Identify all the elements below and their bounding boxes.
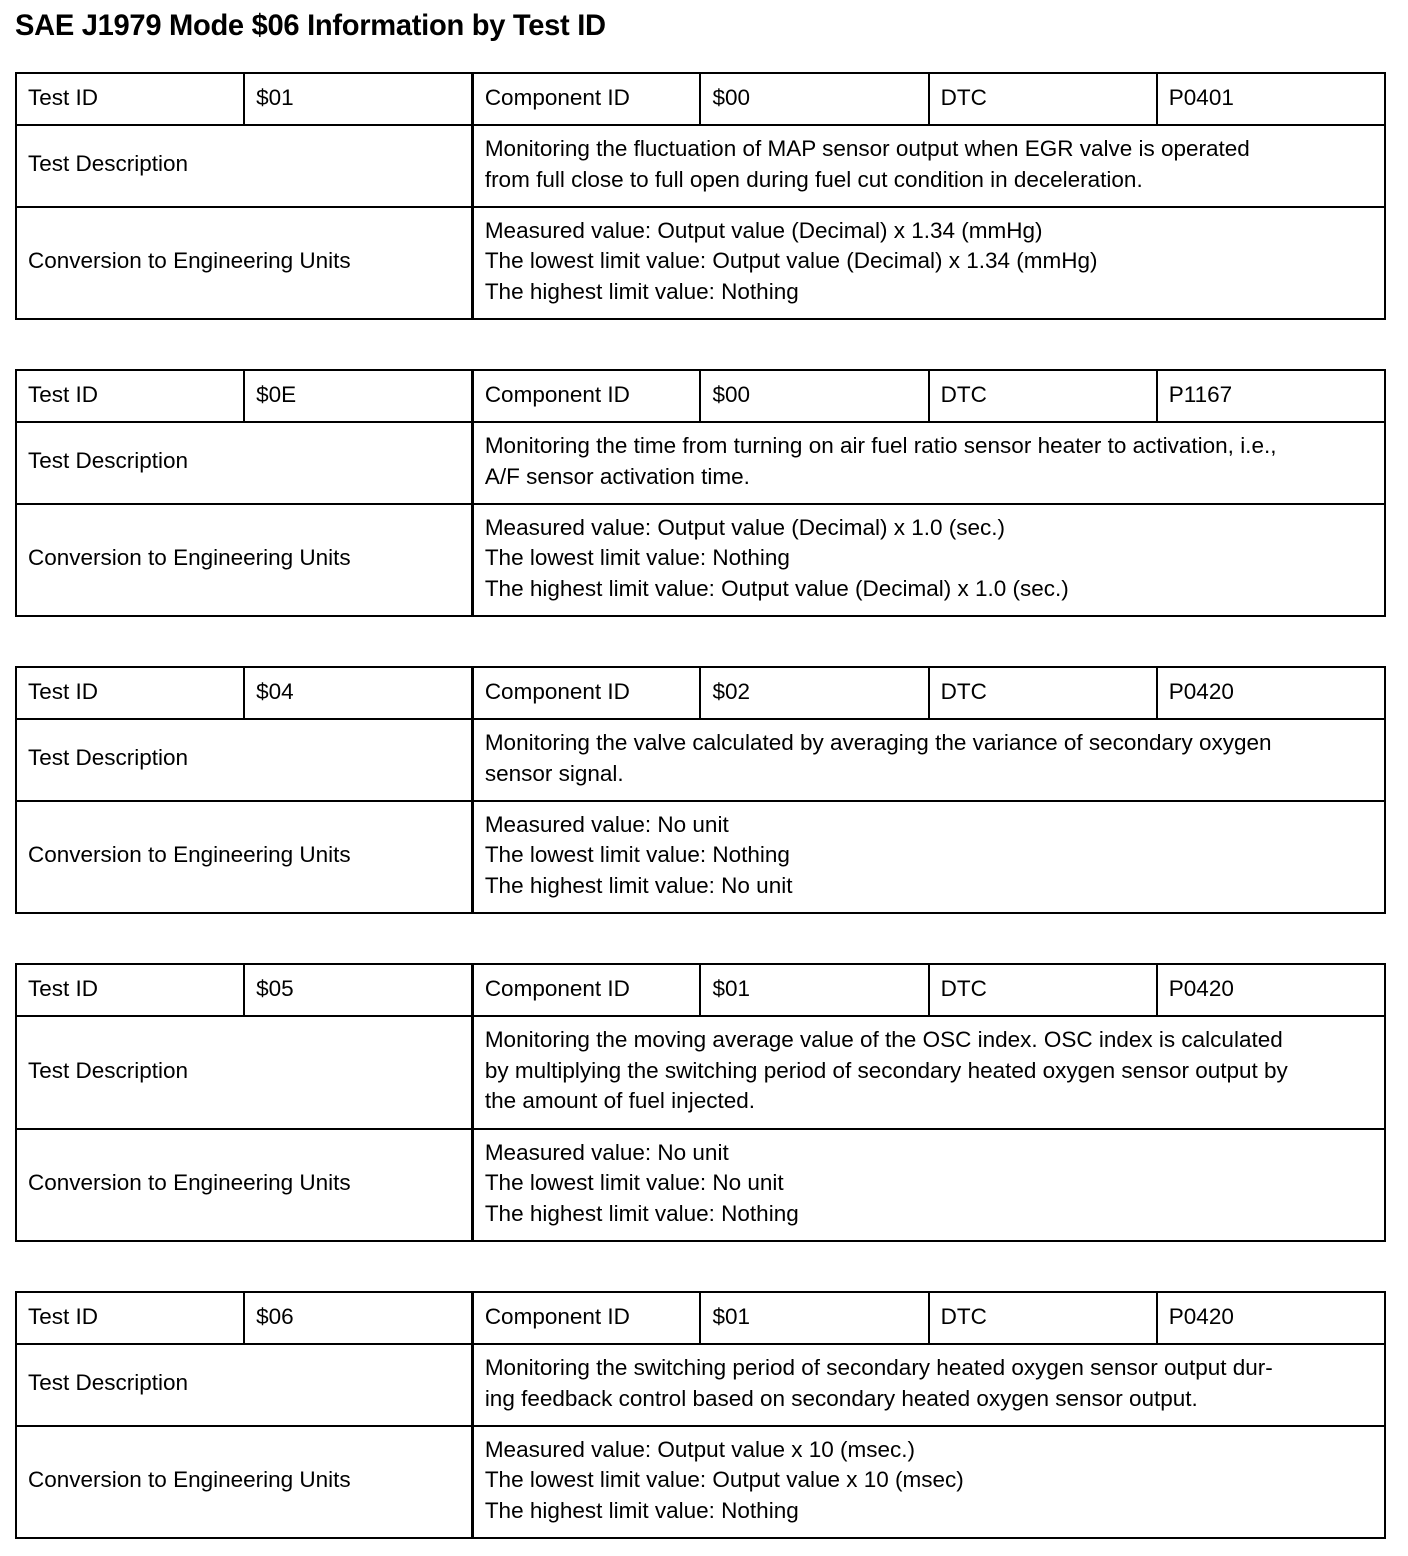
- description-row: [16, 1344, 1385, 1426]
- header-row: [16, 964, 1385, 1016]
- description-line: Monitoring the valve calculated by averaging the variance of secondary oxygen: [484, 730, 1272, 755]
- component-id-label: Component ID: [472, 370, 700, 422]
- conversion-row: [16, 801, 1385, 913]
- highest-limit-line: The highest limit value: Output value (Decimal) x 1.0 (sec.): [484, 575, 1069, 601]
- test-description-label: Test Description: [16, 125, 472, 207]
- test-id-label: Test ID: [16, 370, 244, 422]
- dtc-label: DTC: [929, 1292, 1157, 1344]
- test-id-value: $0E: [244, 370, 472, 422]
- lowest-limit-line: The lowest limit value: Output value (Decimal) x 1.34 (mmHg): [484, 248, 1098, 274]
- dtc-label: DTC: [929, 667, 1157, 719]
- description-line: A/F sensor activation time.: [484, 463, 750, 489]
- measured-value-line: Measured value: No unit: [484, 811, 729, 837]
- description-line: from full close to full open during fuel cut condition in deceleration.: [484, 166, 1143, 192]
- test-table: [15, 963, 1386, 1242]
- test-id-label: Test ID: [16, 73, 244, 125]
- conversion-row: [16, 1129, 1385, 1241]
- description-line: Monitoring the time from turning on air fuel ratio sensor heater to activation, i.e.,: [484, 433, 1277, 458]
- description-row: [16, 719, 1385, 801]
- test-id-label: Test ID: [16, 667, 244, 719]
- component-id-label: Component ID: [472, 964, 700, 1016]
- conversion-value: [472, 1426, 1385, 1538]
- test-description-value: [472, 1016, 1385, 1129]
- conversion-row: [16, 207, 1385, 319]
- test-table: [15, 72, 1386, 320]
- dtc-value: P1167: [1157, 370, 1385, 422]
- lowest-limit-line: The lowest limit value: No unit: [484, 1170, 784, 1196]
- dtc-label: DTC: [929, 73, 1157, 125]
- dtc-value: P0420: [1157, 964, 1385, 1016]
- conversion-value: [472, 801, 1385, 913]
- description-line: sensor signal.: [484, 760, 624, 786]
- description-line: Monitoring the switching period of secondary heated oxygen sensor output dur-: [484, 1355, 1273, 1380]
- component-id-value: $00: [700, 73, 928, 125]
- component-id-value: $00: [700, 370, 928, 422]
- dtc-value: P0401: [1157, 73, 1385, 125]
- test-id-value: $01: [244, 73, 472, 125]
- test-description-value: [472, 719, 1385, 801]
- measured-value-line: Measured value: Output value (Decimal) x 1.34 (mmHg): [484, 217, 1043, 243]
- test-description-value: [472, 422, 1385, 504]
- highest-limit-line: The highest limit value: Nothing: [484, 278, 799, 304]
- test-description-label: Test Description: [16, 422, 472, 504]
- test-id-value: $04: [244, 667, 472, 719]
- component-id-label: Component ID: [472, 1292, 700, 1344]
- conversion-value: [472, 504, 1385, 616]
- conversion-row: [16, 1426, 1385, 1538]
- header-row: [16, 73, 1385, 125]
- dtc-label: DTC: [929, 964, 1157, 1016]
- description-line: Monitoring the moving average value of the OSC index. OSC index is calculated: [484, 1027, 1283, 1053]
- component-id-value: $01: [700, 964, 928, 1016]
- test-table: [15, 369, 1386, 617]
- dtc-label: DTC: [929, 370, 1157, 422]
- lowest-limit-line: The lowest limit value: Nothing: [484, 545, 790, 571]
- description-line: the amount of fuel injected.: [484, 1088, 755, 1114]
- test-description-value: [472, 125, 1385, 207]
- highest-limit-line: The highest limit value: No unit: [484, 872, 793, 898]
- conversion-label: Conversion to Engineering Units: [16, 504, 472, 616]
- test-description-label: Test Description: [16, 1344, 472, 1426]
- conversion-label: Conversion to Engineering Units: [16, 1426, 472, 1538]
- conversion-label: Conversion to Engineering Units: [16, 801, 472, 913]
- description-line: Monitoring the fluctuation of MAP sensor output when EGR valve is operated: [484, 136, 1250, 161]
- conversion-label: Conversion to Engineering Units: [16, 207, 472, 319]
- header-row: [16, 370, 1385, 422]
- measured-value-line: Measured value: No unit: [484, 1139, 729, 1165]
- lowest-limit-line: The lowest limit value: Nothing: [484, 842, 790, 868]
- test-table: [15, 1291, 1386, 1539]
- header-row: [16, 667, 1385, 719]
- page-title: SAE J1979 Mode $06 Information by Test ID: [15, 9, 606, 42]
- test-id-label: Test ID: [16, 1292, 244, 1344]
- conversion-value: [472, 1129, 1385, 1241]
- component-id-label: Component ID: [472, 73, 700, 125]
- test-table: [15, 666, 1386, 914]
- description-row: [16, 125, 1385, 207]
- test-id-label: Test ID: [16, 964, 244, 1016]
- description-row: [16, 1016, 1385, 1129]
- test-id-value: $06: [244, 1292, 472, 1344]
- measured-value-line: Measured value: Output value (Decimal) x 1.0 (sec.): [484, 514, 1006, 540]
- dtc-value: P0420: [1157, 1292, 1385, 1344]
- description-row: [16, 422, 1385, 504]
- test-description-label: Test Description: [16, 1016, 472, 1129]
- component-id-value: $02: [700, 667, 928, 719]
- test-description-value: [472, 1344, 1385, 1426]
- test-description-label: Test Description: [16, 719, 472, 801]
- lowest-limit-line: The lowest limit value: Output value x 10 (msec): [484, 1467, 964, 1493]
- test-id-value: $05: [244, 964, 472, 1016]
- highest-limit-line: The highest limit value: Nothing: [484, 1497, 799, 1523]
- component-id-value: $01: [700, 1292, 928, 1344]
- highest-limit-line: The highest limit value: Nothing: [484, 1200, 799, 1226]
- description-line: by multiplying the switching period of secondary heated oxygen sensor output by: [484, 1057, 1288, 1083]
- component-id-label: Component ID: [472, 667, 700, 719]
- conversion-value: [472, 207, 1385, 319]
- measured-value-line: Measured value: Output value x 10 (msec.): [484, 1436, 916, 1462]
- conversion-label: Conversion to Engineering Units: [16, 1129, 472, 1241]
- description-line: ing feedback control based on secondary heated oxygen sensor output.: [484, 1385, 1198, 1411]
- conversion-row: [16, 504, 1385, 616]
- dtc-value: P0420: [1157, 667, 1385, 719]
- header-row: [16, 1292, 1385, 1344]
